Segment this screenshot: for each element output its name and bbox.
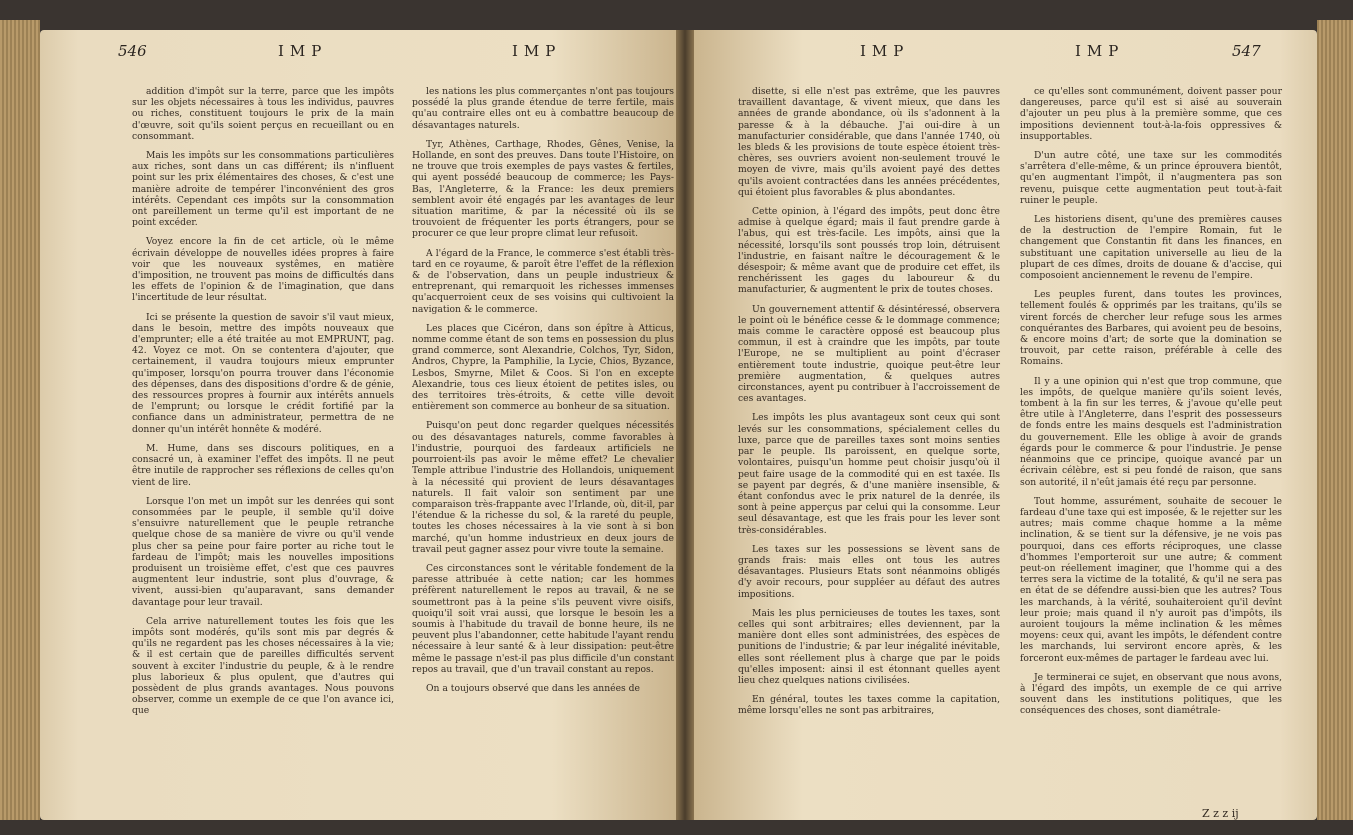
- paragraph: Tyr, Athènes, Carthage, Rhodes, Gênes, Venise, la Hollande, en sont des preuves. Dans toute l'Histoire, on ne trouve que trois exemples de pays vastes & fertiles, qui ayent possédé beaucoup de commerce; les Pays-Bas, l'Angleterre, & la France: les deux premiers semblent avoir été engagés par les avantages de leur situation maritime, & par la nécessité où ils se trouvoient de fréquenter les ports étrangers, pour se procurer ce que leur propre climat leur refusoit.: [412, 138, 674, 240]
- paragraph: D'un autre côté, une taxe sur les commodités s'arrêtera d'elle-même, & un prince éprouvera bientôt, qu'en augmentant l'impôt, il n'augmentera pas son revenu, puisque cette augmentation peut tout-à-fait ruiner le peuple.: [1020, 150, 1282, 206]
- paragraph: Les peuples furent, dans toutes les provinces, tellement foulés & opprimés par les traitans, qu'ils se virent forcés de chercher leur refuge sous les armes conquérantes des Barbares, qui avoient peu de besoins, & encore moins d'art; de sorte que la domination se trouvoit, par cette raison, préférable à celle des Romains.: [1020, 289, 1282, 368]
- left-running-head-2: IMP: [512, 42, 562, 60]
- paragraph: Les taxes sur les possessions se lèvent sans de grands frais: mais elles ont tous les autres désavantages. Plusieurs Etats sont néanmoins obligés d'y avoir recours, pour suppléer au défaut des autres impositions.: [738, 543, 1000, 600]
- right-page-number: 547: [1232, 42, 1261, 60]
- paragraph: M. Hume, dans ses discours politiques, en a consacré un, à examiner l'effet des impôts. Il ne peut être inutile de rapprocher ses réflexions de celles qu'on vient de lire.: [132, 442, 394, 488]
- left-page-number: 546: [118, 42, 147, 60]
- paragraph: Cette opinion, à l'égard des impôts, peut donc être admise à quelque égard; mais il faut prendre garde à l'abus, qui est très-facile. Les impôts, ainsi que la nécessité, lorsqu'ils sont poussés trop loin, détruisent l'industrie, en faisant naître le découragement & le désespoir; & même avant que de produire cet effet, ils renchérissent les gages du laboureur & du manufacturier, & augmentent le prix de toutes choses.: [738, 206, 1000, 296]
- right-page-column-2: [1020, 86, 1282, 725]
- paragraph: disette, si elle n'est pas extrême, que les pauvres travaillent davantage, & vivent mieux, que dans les années de grande abondance, où ils s'adonnent à la paresse & à la débauche. J'ai oui-dire à un manufacturier considérable, que dans l'année 1740, où les bleds & les provisions de toute espèce étoient très-chères, ses ouvriers avoient non-seulement trouvé le moyen de vivre, mais qu'ils avoient payé des dettes qu'ils avoient contractées dans les années précédentes, qui étoient plus favorables & plus abondantes.: [738, 86, 1000, 198]
- paragraph: ce qu'elles sont communément, doivent passer pour dangereuses, parce qu'il est si aisé au souverain d'ajouter un peu plus à la première somme, que ces impositions deviennent tout-à-la-fois oppressives & insupportables.: [1020, 86, 1282, 142]
- left-page-column-1: [132, 86, 394, 725]
- paragraph: Un gouvernement attentif & désintéressé, observera le point où le bénéfice cesse & le dommage commence; mais comme le caractère opposé est beaucoup plus commun, il est à craindre que les impôts, par toute l'Europe, ne se multiplient au point d'écraser entièrement toute industrie, quoique peut-être leur première augmentation, & quelques autres circonstances, ayent pu contribuer à l'accroissement de ces avantages.: [738, 303, 1000, 405]
- paragraph: Mais les plus pernicieuses de toutes les taxes, sont celles qui sont arbitraires; elles deviennent, par la manière dont elles sont administrées, des espèces de punitions de l'industrie; & par leur inégalité inévitable, elles sont réellement plus à charge que par le poids qu'elles imposent: ainsi il est étonnant quelles ayent lieu chez quelques nations civilisées.: [738, 607, 1000, 686]
- right-page-column-1: [738, 86, 1000, 725]
- left-page-column-2: [412, 86, 674, 702]
- right-running-head-1: IMP: [860, 42, 910, 60]
- paragraph: Les historiens disent, qu'une des premières causes de la destruction de l'empire Romain, fut le changement que Constantin fit dans les finances, en substituant une capitation universelle au lieu de la plupart de ces dîmes, droits de douane & d'accise, qui composoient anciennement le revenu de l'empire.: [1020, 214, 1282, 282]
- left-running-head-1: IMP: [278, 42, 328, 60]
- paragraph: Tout homme, assurément, souhaite de secouer le fardeau d'une taxe qui est imposée, & le rejetter sur les autres; mais comme chaque homme a la même inclination, & se tient sur la défensive, je ne vois pas pourquoi, dans ces efforts réciproques, une classe d'hommes l'emporteroit sur une autre; & comment peut-on réellement imaginer, que l'homme qui a des terres sera la victime de la totalité, & qu'il ne sera pas en état de se défendre aussi-bien que les autres? Tous les marchands, à la vérité, souhaiteroient qu'il devînt leur proie; mais quand il n'y auroit pas d'impôts, ils auroient toujours la même inclination & les mêmes moyens: ceux qui, avant les impôts, le défendent contre les marchands, lui serviront encore après, & les forceront eux-mêmes de partager le fardeau avec lui.: [1020, 495, 1282, 664]
- right-running-head-2: IMP: [1075, 42, 1125, 60]
- page-edges-right: [1317, 20, 1353, 820]
- paragraph: On a toujours observé que dans les années de: [426, 682, 640, 694]
- signature-mark: Z z z ij: [1202, 807, 1239, 820]
- paragraph: les nations les plus commerçantes n'ont pas toujours possédé la plus grande étendue de terre fertile, mais qu'au contraire elles ont eu à combattre beaucoup de désavantages naturels.: [412, 86, 674, 131]
- paragraph: En général, toutes les taxes comme la capitation, même lorsqu'elles ne sont pas arbitraires,: [738, 694, 1000, 717]
- page-edges-left: [0, 20, 40, 820]
- book-gutter: [676, 30, 694, 820]
- paragraph: A l'égard de la France, le commerce s'est établi très-tard en ce royaume, & paroît être l'effet de la réflexion & de l'observation, dans un peuple industrieux & entreprenant, qui remarquoit les richesses immenses qu'acquerroient ceux de ses voisins qui cultivoient la navigation & le commerce.: [412, 247, 674, 315]
- paragraph: Puisqu'on peut donc regarder quelques nécessités ou des désavantages naturels, comme favorables à l'industrie, pourquoi des fardeaux artificiels ne pourroient-ils pas avoir le même effet? Le chevalier Temple attribue l'industrie des Hollandois, uniquement à la nécessité qui provient de leurs désavantages naturels. Il fait valoir son sentiment par une comparaison très-frappante avec l'Irlande, où, dit-il, par l'étendue & la richesse du sol, & la rareté du peuple, toutes les choses nécessaires à la vie sont à si bon marché, qu'un homme industrieux en deux jours de travail peut gagner assez pour vivre toute la semaine.: [412, 420, 674, 555]
- paragraph: addition d'impôt sur la terre, parce que les impôts sur les objets nécessaires à tous les individus, pauvres ou riches, constituent toujours le prix de la main d'œuvre, soit qu'ils soient perçus en recueillant ou en consommant.: [132, 86, 394, 142]
- paragraph: Cela arrive naturellement toutes les fois que les impôts sont modérés, qu'ils sont mis par degrés & qu'ils ne regardent pas les choses nécessaires à la vie; & il est certain que de pareilles difficultés servent souvent à exciter l'industrie du peuple, & à le rendre plus laborieux & plus opulent, que d'autres qui possèdent de plus grands avantages. Nous pouvons observer, comme un exemple de ce que l'on avance ici, que: [132, 615, 394, 717]
- paragraph: Les impôts les plus avantageux sont ceux qui sont levés sur les consommations, spécialement celles du luxe, parce que de pareilles taxes sont moins senties par le peuple. Ils paroissent, en quelque sorte, volontaires, puisqu'un homme peut choisir jusqu'où il peut faire usage de la commodité qui en est taxée. Ils se payent par degrés, & d'une manière insensible, & étant confondus avec le prix naturel de la denrée, ils sont à peine apperçus par celui qui la consomme. Leur seul désavantage, est que les frais pour les lever sont très-considérables.: [738, 412, 1000, 536]
- paragraph: Ces circonstances sont le véritable fondement de la paresse attribuée à cette nation; car les hommes préfèrent naturellement le repos au travail, & ne se soumettront pas à la peine s'ils peuvent vivre oisifs, quoiqu'il soit vrai aussi, que lorsque le besoin les a soumis à l'habitude du travail de bonne heure, ils ne peuvent plus l'abandonner, cette habitude l'ayant rendu nécessaire à leur santé & à leur dissipation: peut-être même le passage n'est-il pas plus difficile d'un constant repos au travail, que d'un travail constant au repos.: [412, 562, 674, 675]
- paragraph: Voyez encore la fin de cet article, où le même écrivain développe de nouvelles idées propres à faire voir que les nouveaux systêmes, en matière d'imposition, ne trouvent pas moins de difficultés dans les effets de l'opinion & de l'imagination, que dans l'incertitude de leur résultat.: [132, 236, 394, 304]
- paragraph: Je terminerai ce sujet, en observant que nous avons, à l'égard des impôts, un exemple de ce qui arrive souvent dans les institutions politiques, que les conséquences des choses, sont diamétrale-: [1020, 671, 1282, 717]
- paragraph: Mais les impôts sur les consommations particulières aux riches, sont dans un cas différent; ils n'influent point sur les prix élémentaires des choses, & c'est une manière adroite de tempérer l'inconvénient des gros intérêts. Cependant ces impôts sur la consommation ont pareillement un terme qu'il est important de ne point excéder.: [132, 150, 394, 229]
- paragraph: Les places que Cicéron, dans son épître à Atticus, nomme comme étant de son tems en possession du plus grand commerce, sont Alexandrie, Colchos, Tyr, Sidon, Andros, Chypre, la Pamphilie, la Lycie, Chios, Byzance, Lesbos, Smyrne, Milet & Coos. Si l'on en excepte Alexandrie, tous ces lieux étoient de petites isles, ou des territoires très-étroits, & cette ville devoit entièrement son commerce au bonheur de sa situation.: [412, 322, 674, 413]
- paragraph: Lorsque l'on met un impôt sur les denrées qui sont consommées par le peuple, il semble qu'il doive s'ensuivre naturellement que le peuple retranche quelque chose de sa manière de vivre ou qu'il vende plus cher sa peine pour faire porter au riche tout le fardeau de l'impôt; mais les nouvelles impositions produisent un troisième effet, c'est que ces pauvres augmentent leur industrie, sont plus d'ouvrage, & vivent, aussi-bien qu'auparavant, sans demander davantage pour leur travail.: [132, 495, 394, 608]
- paragraph: Il y a une opinion qui n'est que trop commune, que les impôts, de quelque manière qu'ils soient levés, tombent à la fin sur les terres, & j'avoue qu'elle peut être utile à l'Angleterre, dans l'esprit des possesseurs de fonds entre les mains desquels est l'administration du gouvernement. Elle les oblige à avoir de grands égards pour le commerce & pour l'industrie. Je pense néanmoins que ce principe, quoique avancé par un écrivain célèbre, est si peu fondé de raison, que sans son autorité, il n'eût jamais été reçu par personne.: [1020, 375, 1282, 488]
- paragraph: Ici se présente la question de savoir s'il vaut mieux, dans le besoin, mettre des impôts nouveaux que d'emprunter; elle a été traitée au mot EMPRUNT, pag. 42. Voyez ce mot. On se contentera d'ajouter, que certainement, il vaudra toujours mieux emprunter qu'imposer, lorsqu'on pourra trouver dans l'économie des dépenses, dans des dispositions d'ordre & de génie, des ressources propres à fournir aux intérêts annuels de l'emprunt; ou lorsque le crédit fortifié par la confiance dans un administrateur, permettra de ne donner qu'un intérêt honnête & modéré.: [132, 311, 394, 435]
